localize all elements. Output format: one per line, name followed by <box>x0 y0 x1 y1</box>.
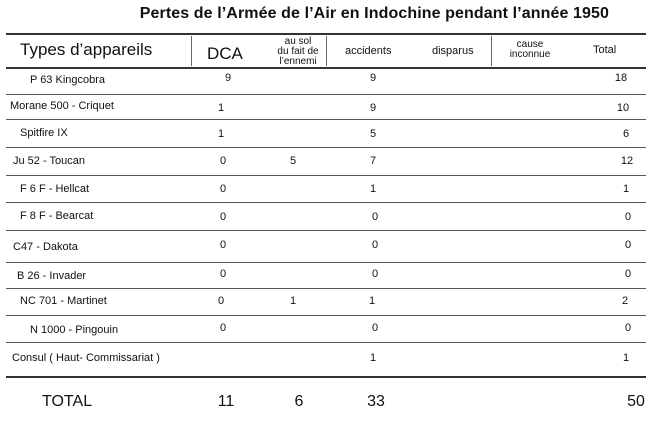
total-value: 2 <box>621 295 629 307</box>
accidents-value: 1 <box>369 352 377 364</box>
dca-value: 0 <box>219 268 227 280</box>
accidents-value: 1 <box>369 183 377 195</box>
accidents-value: 0 <box>371 211 379 223</box>
accidents-value: 9 <box>369 72 377 84</box>
aircraft-name: Ju 52 - Toucan <box>13 155 85 167</box>
dca-value: 0 <box>219 211 227 223</box>
dca-value: 1 <box>217 128 225 140</box>
total-value: 6 <box>622 128 630 140</box>
header-bottom-rule <box>6 67 646 69</box>
header-disparus: disparus <box>432 45 474 57</box>
header-sol-ennemi <box>268 37 328 67</box>
totals-dca: 11 <box>217 393 235 410</box>
header-top-rule <box>6 33 646 35</box>
accidents-value: 5 <box>369 128 377 140</box>
aircraft-name: F 8 F - Bearcat <box>20 210 94 222</box>
aircraft-name: Consul ( Haut- Commissariat ) <box>12 352 160 364</box>
header-sol-line1: au sol <box>284 36 312 47</box>
aircraft-name: B 26 - Invader <box>17 270 87 282</box>
totals-total: 50 <box>627 393 645 410</box>
total-value: 18 <box>614 72 628 84</box>
accidents-value: 1 <box>368 295 376 307</box>
total-value: 12 <box>620 155 634 167</box>
accidents-value: 9 <box>369 102 377 114</box>
row-rule <box>6 342 646 343</box>
accidents-value: 0 <box>371 322 379 334</box>
totals-sol: 6 <box>294 393 304 410</box>
dca-value: 0 <box>219 183 227 195</box>
dca-value: 1 <box>217 102 225 114</box>
header-cause-line1: cause <box>516 39 544 50</box>
totals-top-rule <box>6 376 646 378</box>
aircraft-name: Morane 500 - Criquet <box>10 100 114 112</box>
total-value: 0 <box>624 211 632 223</box>
aircraft-name: Spitfire IX <box>20 127 68 139</box>
total-value: 0 <box>624 268 632 280</box>
dca-value: 0 <box>219 239 227 251</box>
row-rule <box>6 315 646 316</box>
total-value: 0 <box>624 239 632 251</box>
aircraft-name: NC 701 - Martinet <box>20 295 107 307</box>
dca-value: 9 <box>224 72 232 84</box>
accidents-value: 7 <box>369 155 377 167</box>
total-value: 1 <box>622 183 630 195</box>
aircraft-name: C47 - Dakota <box>13 241 78 253</box>
header-sol-line3: l’ennemi <box>279 56 317 67</box>
sol-value: 1 <box>289 295 297 307</box>
row-rule <box>6 175 646 176</box>
header-dca: DCA <box>207 44 243 63</box>
header-accidents: accidents <box>345 45 392 57</box>
header-total: Total <box>593 44 617 56</box>
aircraft-name: N 1000 - Pingouin <box>30 324 119 336</box>
header-sol-line2: du fait de <box>277 46 319 57</box>
header-types: Types d’appareils <box>20 40 153 59</box>
header-col-separator <box>191 36 192 66</box>
totals-accidents: 33 <box>367 393 385 410</box>
totals-label: TOTAL <box>42 393 93 410</box>
header-col-separator <box>491 36 492 66</box>
row-rule <box>6 202 646 203</box>
dca-value: 0 <box>217 295 225 307</box>
aircraft-name: P 63 Kingcobra <box>30 74 106 86</box>
page-title: Pertes de l’Armée de l’Air en Indochine pendant l’année 1950 <box>139 5 609 22</box>
header-cause-line2: inconnue <box>509 49 551 60</box>
row-rule <box>6 94 646 95</box>
total-value: 1 <box>622 352 630 364</box>
sol-value: 5 <box>289 155 297 167</box>
dca-value: 0 <box>219 155 227 167</box>
accidents-value: 0 <box>371 239 379 251</box>
total-value: 0 <box>624 322 632 334</box>
row-rule <box>6 147 646 148</box>
row-rule <box>6 262 646 263</box>
header-cause-inconnue <box>500 40 560 60</box>
accidents-value: 0 <box>371 268 379 280</box>
row-rule <box>6 119 646 120</box>
dca-value: 0 <box>219 322 227 334</box>
row-rule <box>6 288 646 289</box>
row-rule <box>6 230 646 231</box>
total-value: 10 <box>616 102 630 114</box>
aircraft-name: F 6 F - Hellcat <box>20 183 90 195</box>
